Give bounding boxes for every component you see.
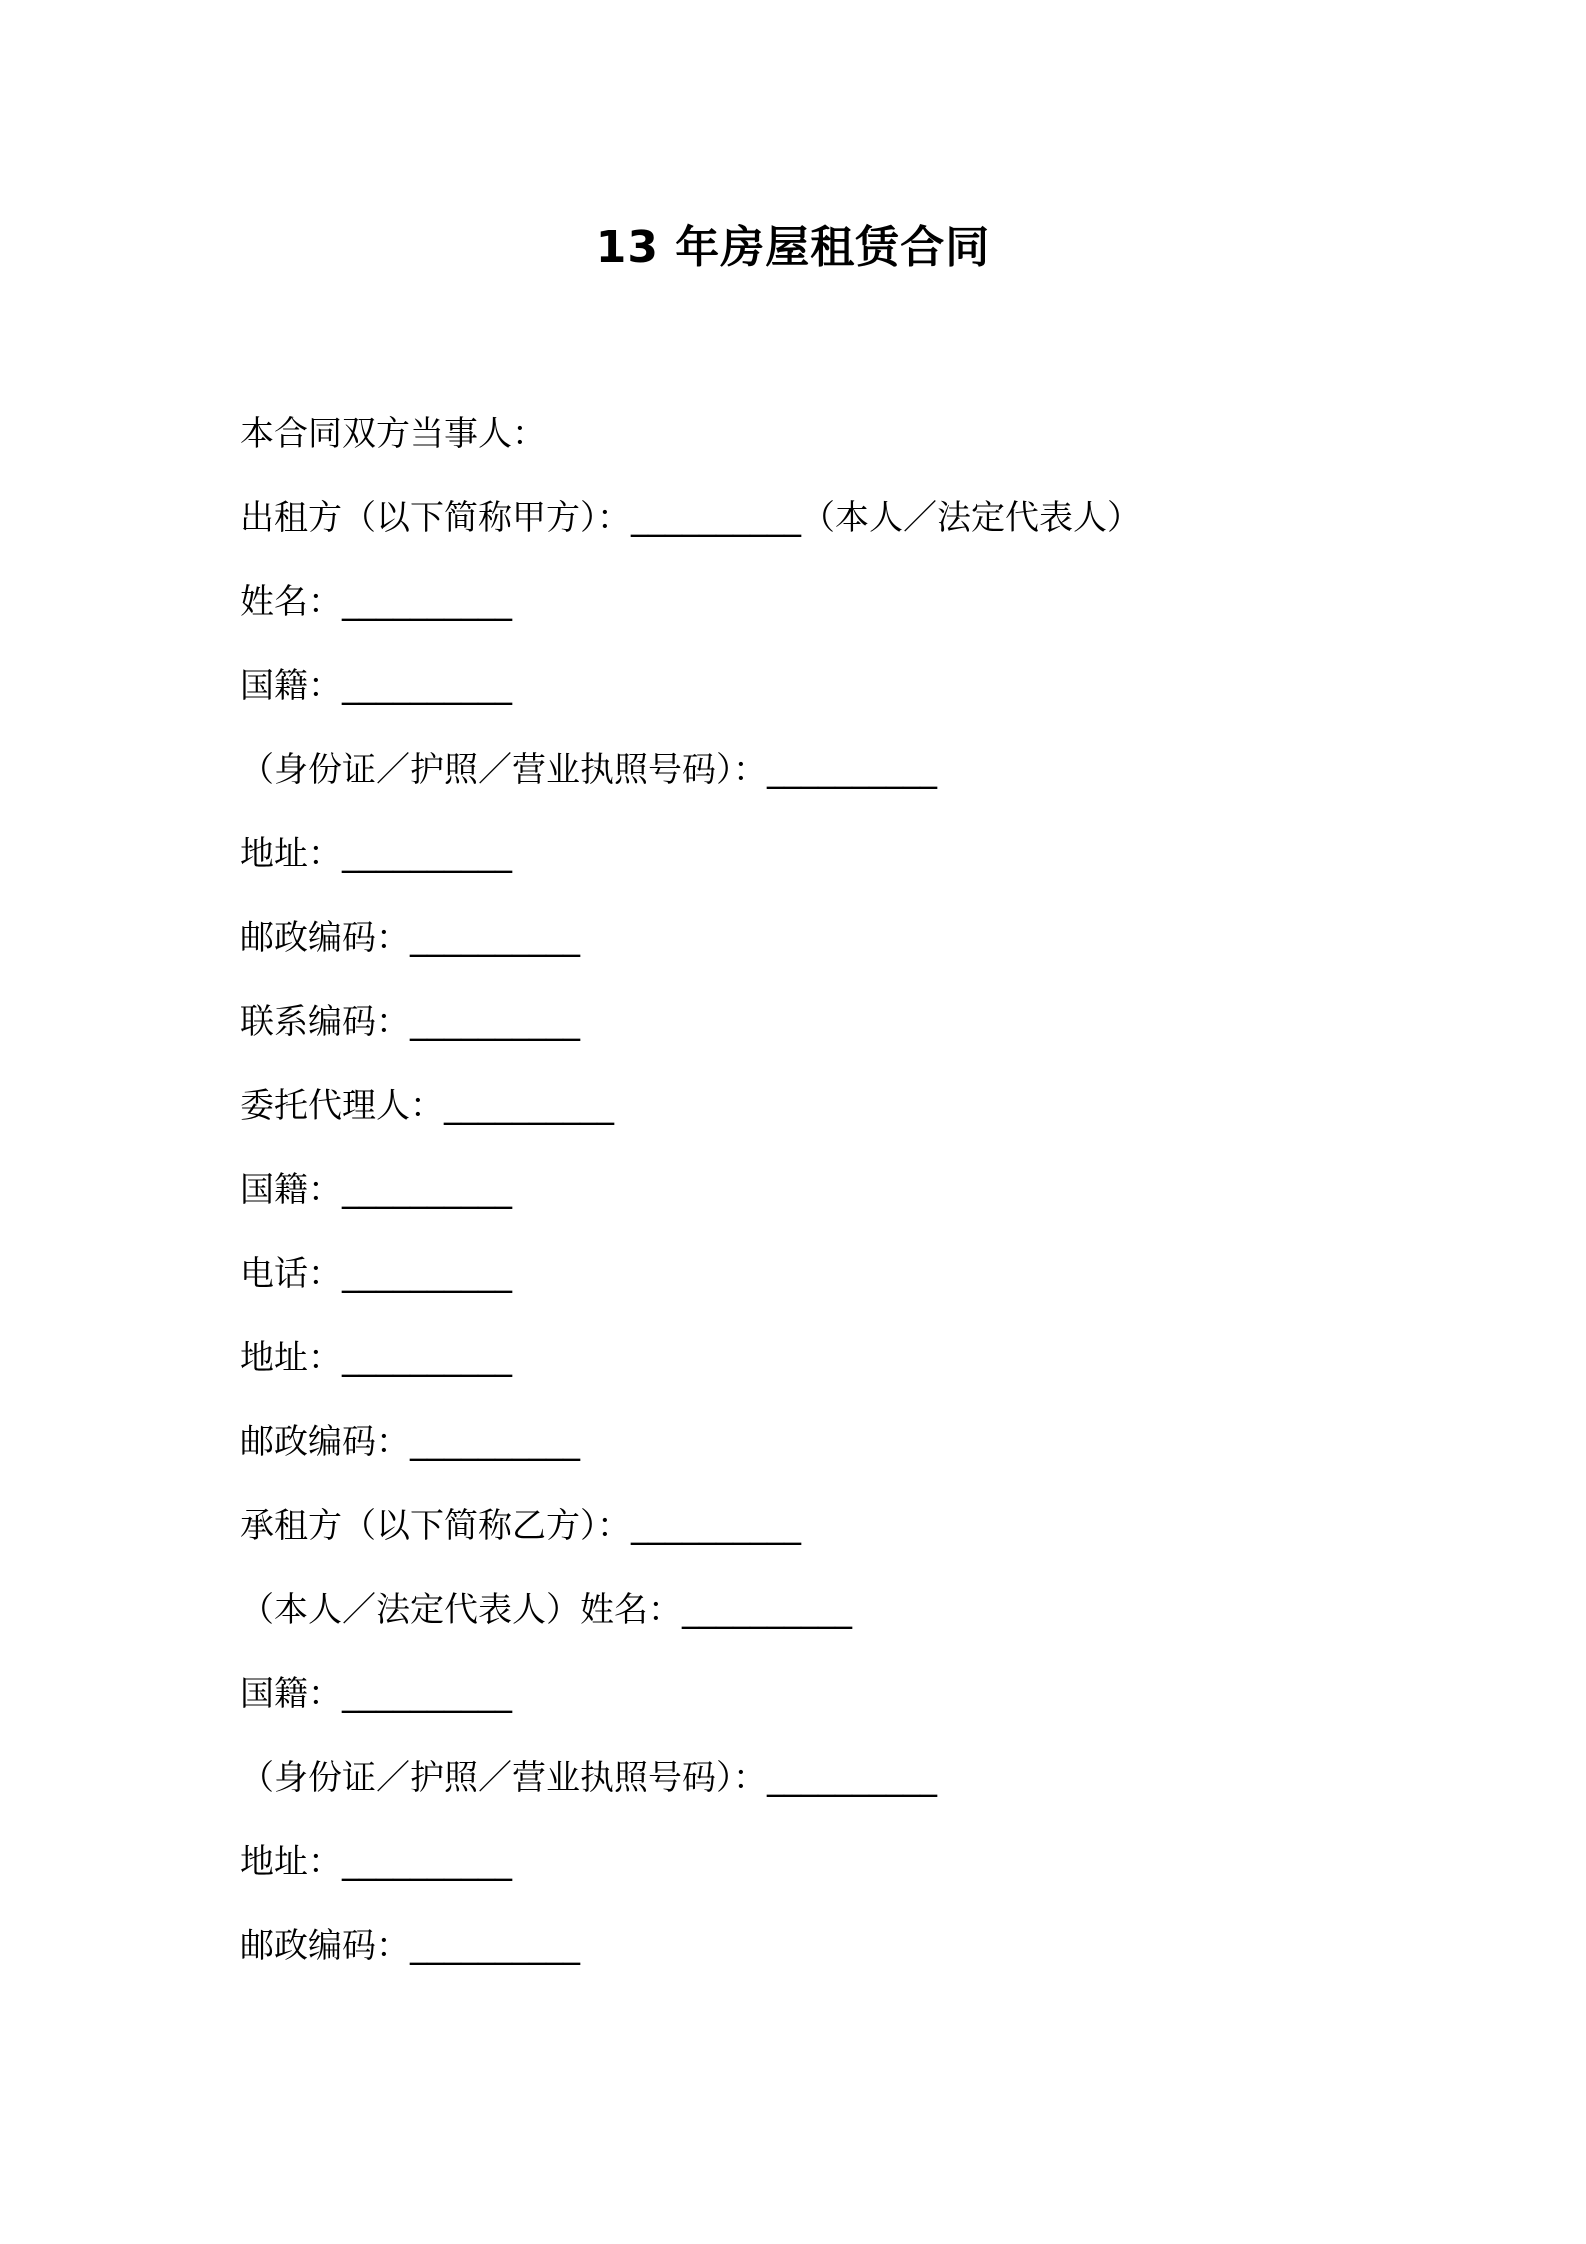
lessee-address-line: 地址：__________ [240, 1842, 512, 1882]
lessor-postcode-line: 邮政编码：__________ [240, 918, 580, 958]
lessee-nationality-line: 国籍：__________ [240, 1674, 512, 1714]
agent-nationality-line: 国籍：__________ [240, 1170, 512, 1210]
agent-phone-line: 电话：__________ [240, 1254, 512, 1294]
lessee-id-number-line: （身份证／护照／营业执照号码）：__________ [240, 1758, 937, 1798]
document-body [240, 408, 1390, 2004]
document-title: 13 年房屋租赁合同 [595, 222, 991, 273]
lessor-nationality-line: 国籍：__________ [240, 666, 512, 706]
lessee-line: 承租方（以下简称乙方）：__________ [240, 1506, 801, 1546]
lessor-contact-line: 联系编码：__________ [240, 1002, 580, 1042]
lessor-name-line: 姓名：__________ [240, 582, 512, 622]
parties-heading: 本合同双方当事人： [240, 414, 546, 454]
lessor-id-number-line: （身份证／护照／营业执照号码）：__________ [240, 750, 937, 790]
agent-postcode-line: 邮政编码：__________ [240, 1422, 580, 1462]
agent-address-line: 地址：__________ [240, 1338, 512, 1378]
lessee-postcode-line: 邮政编码：__________ [240, 1926, 580, 1966]
lessor-address-line: 地址：__________ [240, 834, 512, 874]
agent-line: 委托代理人：__________ [240, 1086, 614, 1126]
lessee-name-line: （本人／法定代表人）姓名：__________ [240, 1590, 852, 1630]
lessor-line: 出租方（以下简称甲方）：__________（本人／法定代表人） [240, 498, 1141, 538]
